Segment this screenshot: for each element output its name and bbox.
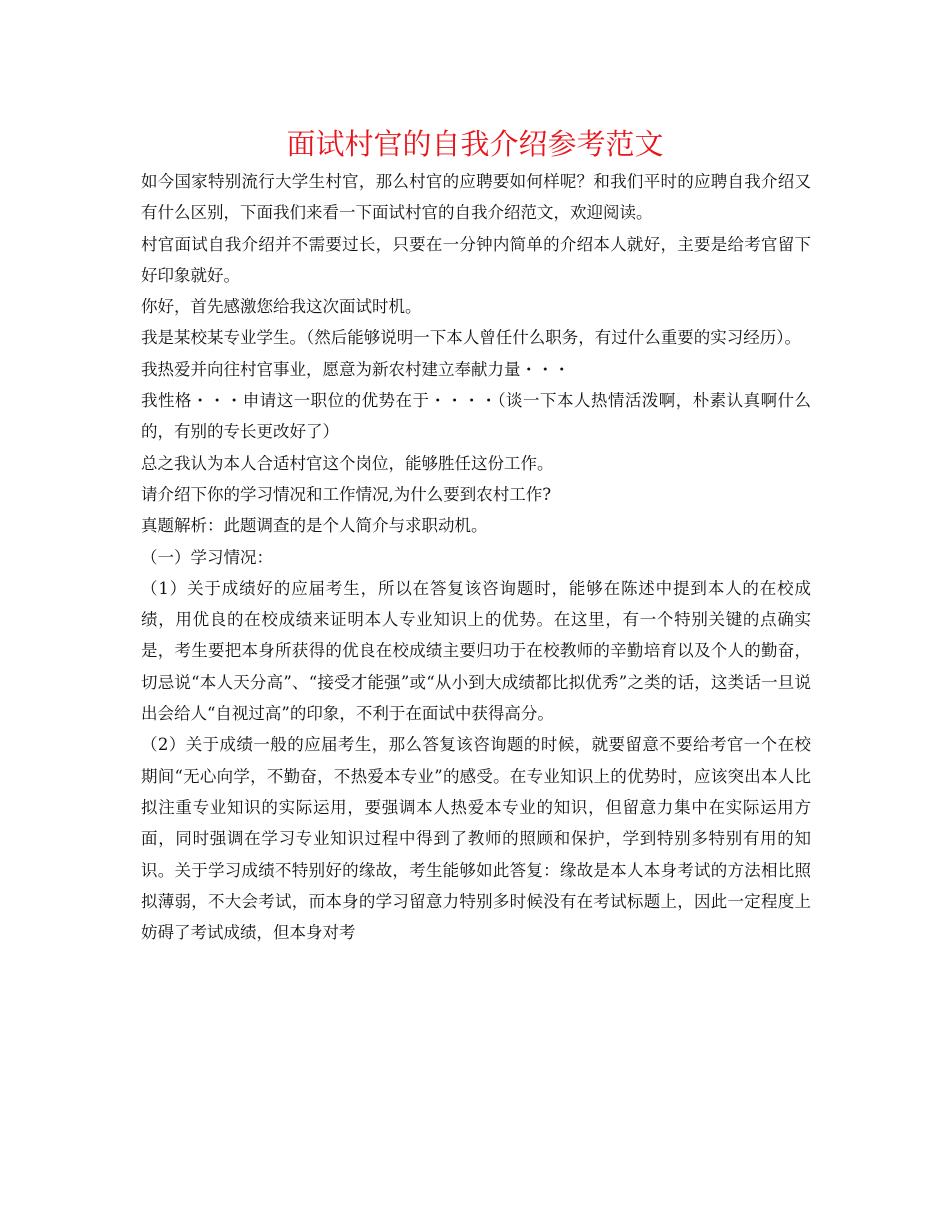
paragraph-personality: 我性格・・・申请这一职位的优势在于・・・・（谈一下本人热情活泼啊，朴素认真啊什么的，有别的专长更改好了） [141,391,811,442]
paragraph-greeting: 你好，首先感激您给我这次面试时机。 [141,297,422,317]
document-title: 面试村官的自我介绍参考范文 [286,127,664,161]
paragraph-analysis: 真题解析：此题调查的是个人简介与求职动机。 [141,516,488,536]
paragraph-aspiration: 我热爱并向往村官事业，愿意为新农村建立奉献力量・・・ [141,359,570,379]
section-heading-study: （一）学习情况： [141,547,273,567]
paragraph-point-1: （1）关于成绩好的应届考生，所以在答复该咨询题时，能够在陈述中提到本人的在校成绩，用优良的在校成绩来证明本人专业知识上的优势。在这里，有一个特别关键的点确实是，考生要把本身所获得的优良在校成绩主要归功于在校教师的辛勤培育以及个人的勤奋，切忌说“本人天分高”、“接受才能强”或“从小到大成绩都比拟优秀”之类的话，这类话一旦说出会给人“自视过高”的印象，不利于在面试中获得高分。 [141,578,811,724]
paragraph-conclusion: 总之我认为本人合适村官这个岗位，能够胜任这份工作。 [141,453,554,473]
paragraph-summary: 村官面试自我介绍并不需要过长，只要在一分钟内简单的介绍本人就好，主要是给考官留下好印象就好。 [141,234,811,285]
paragraph-self-intro: 我是某校某专业学生。（然后能够说明一下本人曾任什么职务，有过什么重要的实习经历）。 [141,328,801,348]
paragraph-point-2: （2）关于成绩一般的应届考生，那么答复该咨询题的时候，就要留意不要给考官一个在校期间“无心向学，不勤奋，不热爱本专业”的感受。在专业知识上的优势时，应该突出本人比拟注重专业知识的实际运用，要强调本人热爱本专业的知识，但留意力集中在实际运用方面，同时强调在学习专业知识过程中得到了教师的照顾和保护，学到特别多特别有用的知识。关于学习成绩不特别好的缘故，考生能够如此答复：缘故是本人本身考试的方法相比照拟薄弱，不大会考试，而本身的学习留意力特别多时候没有在考试标题上，因此一定程度上妨碍了考试成绩，但本身对考 [141,735,811,943]
paragraph-intro: 如今国家特别流行大学生村官，那么村官的应聘要如何样呢？和我们平时的应聘自我介绍又有什么区别，下面我们来看一下面试村官的自我介绍范文，欢迎阅读。 [141,172,811,223]
document-body [141,166,811,948]
paragraph-question: 请介绍下你的学习情况和工作情况,为什么要到农村工作? [141,484,552,504]
